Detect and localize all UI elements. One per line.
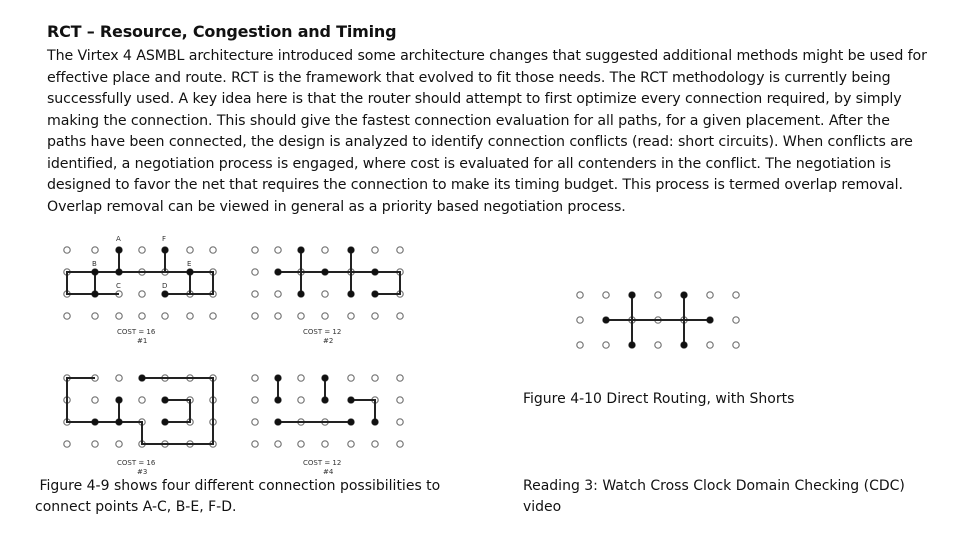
slide-paragraph: The Virtex 4 ASMBL architecture introduced some architecture changes that suggested additional methods might be used for effective place and route. RCT is the framework that evolved to fit those needs. The RCT methodology is currently being successfully used. A key idea here is that the router should attempt to first optimize every connection required, by simply making the connection. This should give the fastest connection evaluation for all paths, for a given placement. After the paths have been connected, the design is analyzed to identify connection conflicts (read: short circuits). When conflicts are identified, a negotiation process is engaged, where cost is evaluated for all contenders in the conflict. The negotiation is designed to favor the net that requires the connection to make its timing budget. This process is termed overlap removal. Overlap removal can be viewed in general as a priority based negotiation process. <box>47 48 927 215</box>
panel-1-grid <box>64 247 216 319</box>
panel-3-route-1 <box>67 378 95 422</box>
reading-note: Reading 3: Watch Cross Clock Domain Checking (CDC) video <box>523 478 905 515</box>
panel-2-grid <box>252 247 403 319</box>
panel-2-cost: COST = 12 <box>303 328 342 336</box>
panel-4-route-3 <box>351 400 375 422</box>
panel-3-number: #3 <box>137 468 148 476</box>
label-b: B <box>92 260 97 268</box>
panel-2-route-1 <box>278 272 400 294</box>
panel-2-number: #2 <box>323 337 334 345</box>
label-f: F <box>162 235 167 243</box>
panel-3-cost: COST = 16 <box>117 459 156 467</box>
panel-1-route-be <box>67 272 95 294</box>
figure-4-9 <box>55 228 415 478</box>
label-d: D <box>162 282 168 290</box>
panel-3-route-2 <box>95 400 119 422</box>
figure-4-10 <box>570 285 750 355</box>
label-c: C <box>116 282 121 290</box>
label-e: E <box>187 260 192 268</box>
panel-3-grid <box>64 375 216 447</box>
panel-4-grid <box>252 375 403 447</box>
figure-4-9-caption: Figure 4-9 shows four different connection possibilities to connect points A-C, B-E, F-D. <box>35 478 445 515</box>
label-a: A <box>116 235 121 243</box>
panel-1-number: #1 <box>137 337 148 345</box>
panel-4-number: #4 <box>323 468 334 476</box>
figure-4-10-caption: Figure 4-10 Direct Routing, with Shorts <box>523 391 795 407</box>
slide-title: RCT – Resource, Congestion and Timing <box>47 22 397 41</box>
panel-3-route-4 <box>165 400 190 422</box>
panel-4-cost: COST = 12 <box>303 459 342 467</box>
panel-1-route-x <box>119 272 190 294</box>
panel-1-cost: COST = 16 <box>117 328 156 336</box>
panel-3-route-3 <box>119 378 213 444</box>
